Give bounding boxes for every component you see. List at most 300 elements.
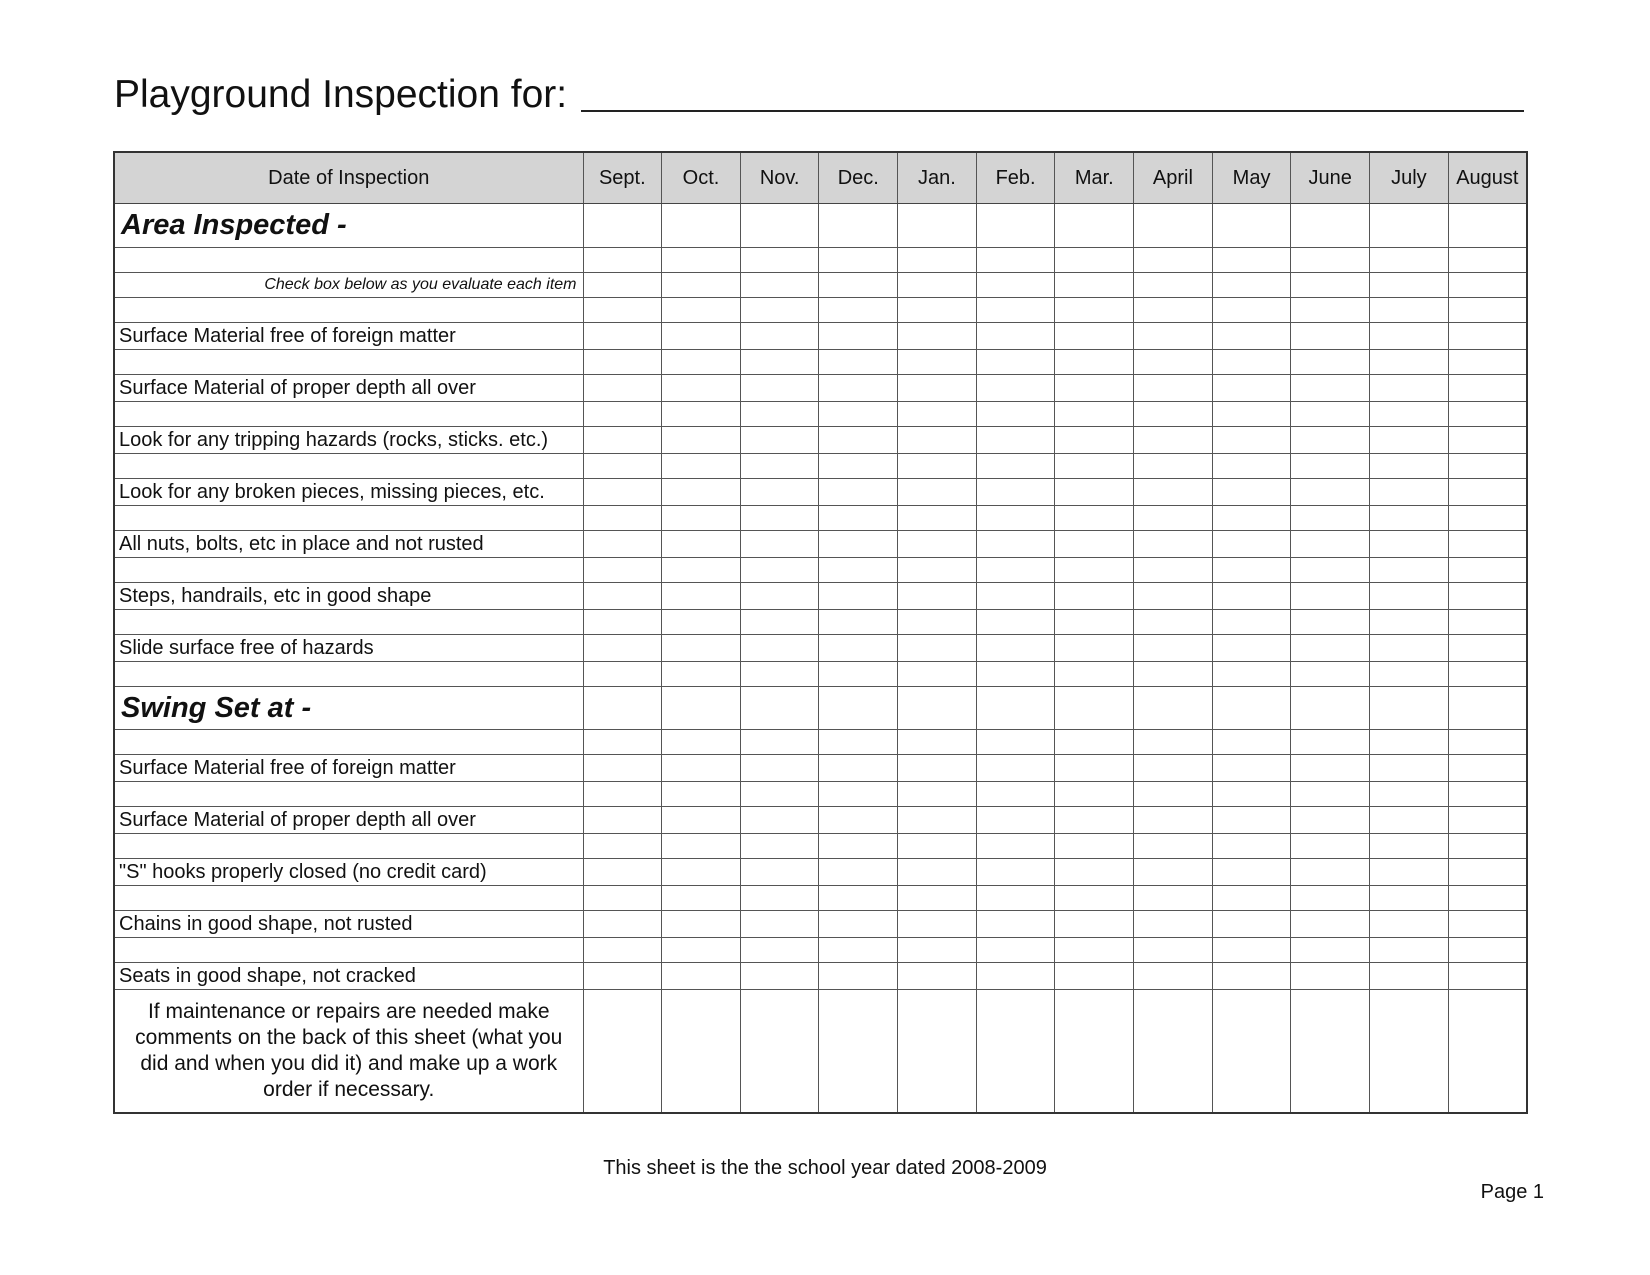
check-cell[interactable] [1370,323,1449,350]
check-cell[interactable] [976,558,1055,583]
check-cell[interactable] [1448,479,1527,506]
check-cell[interactable] [898,963,977,990]
check-cell[interactable] [819,298,898,323]
check-cell[interactable] [583,755,662,782]
check-cell[interactable] [583,375,662,402]
check-cell[interactable] [1448,531,1527,558]
check-cell[interactable] [819,886,898,911]
check-cell[interactable] [1212,911,1291,938]
check-cell[interactable] [898,479,977,506]
check-cell[interactable] [740,834,819,859]
check-cell[interactable] [1291,610,1370,635]
check-cell[interactable] [1055,963,1134,990]
check-cell[interactable] [819,323,898,350]
check-cell[interactable] [583,350,662,375]
check-cell[interactable] [1055,427,1134,454]
check-cell[interactable] [1448,938,1527,963]
check-cell[interactable] [1448,635,1527,662]
check-cell[interactable] [662,938,741,963]
check-cell[interactable] [662,807,741,834]
check-cell[interactable] [1055,635,1134,662]
check-cell[interactable] [1291,755,1370,782]
check-cell[interactable] [1134,730,1213,755]
check-cell[interactable] [898,635,977,662]
check-cell[interactable] [976,402,1055,427]
check-cell[interactable] [583,427,662,454]
check-cell[interactable] [1291,531,1370,558]
check-cell[interactable] [976,755,1055,782]
check-cell[interactable] [740,886,819,911]
check-cell[interactable] [819,730,898,755]
check-cell[interactable] [1291,479,1370,506]
check-cell[interactable] [1370,635,1449,662]
check-cell[interactable] [1448,782,1527,807]
check-cell[interactable] [1212,298,1291,323]
check-cell[interactable] [1134,273,1213,298]
check-cell[interactable] [1055,454,1134,479]
check-cell[interactable] [1134,558,1213,583]
check-cell[interactable] [1212,730,1291,755]
check-cell[interactable] [1134,323,1213,350]
check-cell[interactable] [740,911,819,938]
check-cell[interactable] [1291,886,1370,911]
check-cell[interactable] [819,402,898,427]
check-cell[interactable] [1212,248,1291,273]
check-cell[interactable] [1370,807,1449,834]
check-cell[interactable] [1212,859,1291,886]
check-cell[interactable] [1448,298,1527,323]
check-cell[interactable] [1370,531,1449,558]
check-cell[interactable] [1291,583,1370,610]
check-cell[interactable] [898,427,977,454]
check-cell[interactable] [898,886,977,911]
check-cell[interactable] [819,662,898,687]
check-cell[interactable] [976,375,1055,402]
check-cell[interactable] [1291,248,1370,273]
check-cell[interactable] [898,911,977,938]
check-cell[interactable] [662,755,741,782]
check-cell[interactable] [819,963,898,990]
check-cell[interactable] [662,635,741,662]
check-cell[interactable] [1291,662,1370,687]
check-cell[interactable] [898,350,977,375]
check-cell[interactable] [1291,859,1370,886]
check-cell[interactable] [1370,248,1449,273]
check-cell[interactable] [1212,662,1291,687]
check-cell[interactable] [740,402,819,427]
check-cell[interactable] [819,375,898,402]
check-cell[interactable] [1055,687,1134,730]
check-cell[interactable] [1055,610,1134,635]
check-cell[interactable] [1055,755,1134,782]
check-cell[interactable] [1134,506,1213,531]
check-cell[interactable] [1134,938,1213,963]
check-cell[interactable] [1212,938,1291,963]
check-cell[interactable] [1055,938,1134,963]
check-cell[interactable] [1055,350,1134,375]
check-cell[interactable] [662,834,741,859]
check-cell[interactable] [1370,730,1449,755]
check-cell[interactable] [819,635,898,662]
check-cell[interactable] [662,323,741,350]
check-cell[interactable] [819,755,898,782]
check-cell[interactable] [1134,755,1213,782]
check-cell[interactable] [583,298,662,323]
check-cell[interactable] [1212,531,1291,558]
check-cell[interactable] [976,807,1055,834]
check-cell[interactable] [583,963,662,990]
check-cell[interactable] [583,834,662,859]
check-cell[interactable] [898,323,977,350]
check-cell[interactable] [898,204,977,248]
check-cell[interactable] [898,402,977,427]
check-cell[interactable] [976,298,1055,323]
check-cell[interactable] [1370,558,1449,583]
check-cell[interactable] [662,204,741,248]
check-cell[interactable] [1291,558,1370,583]
check-cell[interactable] [1134,635,1213,662]
check-cell[interactable] [819,583,898,610]
check-cell[interactable] [898,248,977,273]
check-cell[interactable] [1055,531,1134,558]
check-cell[interactable] [662,990,741,1113]
check-cell[interactable] [1212,323,1291,350]
check-cell[interactable] [662,558,741,583]
check-cell[interactable] [1055,375,1134,402]
check-cell[interactable] [1291,963,1370,990]
check-cell[interactable] [662,298,741,323]
check-cell[interactable] [740,531,819,558]
check-cell[interactable] [1370,834,1449,859]
check-cell[interactable] [1448,248,1527,273]
check-cell[interactable] [898,755,977,782]
check-cell[interactable] [1291,687,1370,730]
check-cell[interactable] [1448,990,1527,1113]
check-cell[interactable] [662,730,741,755]
check-cell[interactable] [1055,402,1134,427]
check-cell[interactable] [583,990,662,1113]
check-cell[interactable] [662,375,741,402]
check-cell[interactable] [976,687,1055,730]
check-cell[interactable] [740,990,819,1113]
check-cell[interactable] [1448,402,1527,427]
check-cell[interactable] [740,807,819,834]
check-cell[interactable] [1370,479,1449,506]
check-cell[interactable] [583,454,662,479]
check-cell[interactable] [1291,807,1370,834]
check-cell[interactable] [1134,427,1213,454]
check-cell[interactable] [898,298,977,323]
check-cell[interactable] [583,730,662,755]
check-cell[interactable] [1370,990,1449,1113]
check-cell[interactable] [740,427,819,454]
check-cell[interactable] [1212,635,1291,662]
check-cell[interactable] [740,350,819,375]
check-cell[interactable] [1055,323,1134,350]
check-cell[interactable] [898,375,977,402]
check-cell[interactable] [662,963,741,990]
check-cell[interactable] [740,204,819,248]
check-cell[interactable] [740,323,819,350]
check-cell[interactable] [1370,454,1449,479]
check-cell[interactable] [740,583,819,610]
check-cell[interactable] [819,506,898,531]
check-cell[interactable] [740,610,819,635]
check-cell[interactable] [1055,859,1134,886]
check-cell[interactable] [976,350,1055,375]
check-cell[interactable] [662,479,741,506]
check-cell[interactable] [1212,807,1291,834]
check-cell[interactable] [1291,635,1370,662]
check-cell[interactable] [740,558,819,583]
check-cell[interactable] [1212,558,1291,583]
check-cell[interactable] [1448,454,1527,479]
check-cell[interactable] [1448,427,1527,454]
check-cell[interactable] [583,273,662,298]
check-cell[interactable] [1291,730,1370,755]
check-cell[interactable] [740,506,819,531]
check-cell[interactable] [662,662,741,687]
check-cell[interactable] [1055,807,1134,834]
check-cell[interactable] [976,963,1055,990]
check-cell[interactable] [662,531,741,558]
check-cell[interactable] [583,506,662,531]
check-cell[interactable] [1448,583,1527,610]
check-cell[interactable] [1134,807,1213,834]
check-cell[interactable] [898,938,977,963]
check-cell[interactable] [583,782,662,807]
check-cell[interactable] [1370,687,1449,730]
check-cell[interactable] [1448,963,1527,990]
check-cell[interactable] [662,273,741,298]
check-cell[interactable] [819,687,898,730]
check-cell[interactable] [898,834,977,859]
check-cell[interactable] [819,990,898,1113]
check-cell[interactable] [740,479,819,506]
check-cell[interactable] [662,506,741,531]
check-cell[interactable] [819,204,898,248]
check-cell[interactable] [583,886,662,911]
check-cell[interactable] [819,479,898,506]
check-cell[interactable] [583,402,662,427]
check-cell[interactable] [976,427,1055,454]
check-cell[interactable] [1055,730,1134,755]
check-cell[interactable] [1448,911,1527,938]
check-cell[interactable] [819,273,898,298]
check-cell[interactable] [740,662,819,687]
check-cell[interactable] [1055,583,1134,610]
check-cell[interactable] [740,635,819,662]
check-cell[interactable] [976,911,1055,938]
check-cell[interactable] [1448,886,1527,911]
check-cell[interactable] [1448,273,1527,298]
check-cell[interactable] [819,427,898,454]
check-cell[interactable] [1134,479,1213,506]
check-cell[interactable] [819,454,898,479]
check-cell[interactable] [898,662,977,687]
check-cell[interactable] [819,938,898,963]
check-cell[interactable] [819,610,898,635]
check-cell[interactable] [1134,687,1213,730]
check-cell[interactable] [583,662,662,687]
check-cell[interactable] [740,859,819,886]
check-cell[interactable] [1134,531,1213,558]
check-cell[interactable] [976,248,1055,273]
check-cell[interactable] [1055,558,1134,583]
check-cell[interactable] [583,911,662,938]
check-cell[interactable] [819,834,898,859]
check-cell[interactable] [819,911,898,938]
check-cell[interactable] [583,635,662,662]
check-cell[interactable] [976,506,1055,531]
check-cell[interactable] [1370,583,1449,610]
check-cell[interactable] [1291,834,1370,859]
check-cell[interactable] [740,298,819,323]
check-cell[interactable] [976,990,1055,1113]
check-cell[interactable] [740,963,819,990]
check-cell[interactable] [1370,886,1449,911]
check-cell[interactable] [1212,402,1291,427]
check-cell[interactable] [583,807,662,834]
check-cell[interactable] [976,610,1055,635]
check-cell[interactable] [1370,610,1449,635]
check-cell[interactable] [1370,506,1449,531]
check-cell[interactable] [976,859,1055,886]
check-cell[interactable] [1212,963,1291,990]
check-cell[interactable] [740,755,819,782]
check-cell[interactable] [1134,911,1213,938]
check-cell[interactable] [583,323,662,350]
check-cell[interactable] [1370,204,1449,248]
check-cell[interactable] [583,558,662,583]
check-cell[interactable] [1055,479,1134,506]
check-cell[interactable] [583,610,662,635]
check-cell[interactable] [1448,755,1527,782]
check-cell[interactable] [1370,911,1449,938]
check-cell[interactable] [1448,506,1527,531]
check-cell[interactable] [1212,479,1291,506]
check-cell[interactable] [662,248,741,273]
check-cell[interactable] [1291,204,1370,248]
check-cell[interactable] [1134,350,1213,375]
check-cell[interactable] [1134,298,1213,323]
check-cell[interactable] [1134,782,1213,807]
check-cell[interactable] [898,558,977,583]
check-cell[interactable] [1212,204,1291,248]
check-cell[interactable] [1370,963,1449,990]
check-cell[interactable] [976,662,1055,687]
check-cell[interactable] [1055,911,1134,938]
check-cell[interactable] [583,859,662,886]
check-cell[interactable] [1291,938,1370,963]
check-cell[interactable] [1212,834,1291,859]
check-cell[interactable] [583,248,662,273]
check-cell[interactable] [1370,273,1449,298]
check-cell[interactable] [583,479,662,506]
check-cell[interactable] [662,427,741,454]
check-cell[interactable] [583,531,662,558]
check-cell[interactable] [1212,583,1291,610]
check-cell[interactable] [898,273,977,298]
check-cell[interactable] [1448,687,1527,730]
check-cell[interactable] [740,248,819,273]
check-cell[interactable] [662,911,741,938]
check-cell[interactable] [1134,859,1213,886]
check-cell[interactable] [1291,454,1370,479]
check-cell[interactable] [976,204,1055,248]
check-cell[interactable] [1370,402,1449,427]
check-cell[interactable] [1212,427,1291,454]
check-cell[interactable] [1055,834,1134,859]
check-cell[interactable] [1291,350,1370,375]
check-cell[interactable] [1291,375,1370,402]
check-cell[interactable] [1291,323,1370,350]
check-cell[interactable] [1448,204,1527,248]
check-cell[interactable] [898,583,977,610]
check-cell[interactable] [662,687,741,730]
check-cell[interactable] [819,558,898,583]
check-cell[interactable] [976,323,1055,350]
check-cell[interactable] [740,730,819,755]
check-cell[interactable] [1134,204,1213,248]
check-cell[interactable] [1291,990,1370,1113]
check-cell[interactable] [1134,375,1213,402]
check-cell[interactable] [898,610,977,635]
check-cell[interactable] [1055,204,1134,248]
check-cell[interactable] [740,273,819,298]
check-cell[interactable] [1212,454,1291,479]
check-cell[interactable] [819,782,898,807]
check-cell[interactable] [1134,610,1213,635]
check-cell[interactable] [1134,834,1213,859]
check-cell[interactable] [1212,687,1291,730]
check-cell[interactable] [819,350,898,375]
check-cell[interactable] [583,583,662,610]
check-cell[interactable] [976,479,1055,506]
check-cell[interactable] [740,687,819,730]
check-cell[interactable] [662,454,741,479]
check-cell[interactable] [976,834,1055,859]
check-cell[interactable] [819,807,898,834]
check-cell[interactable] [976,583,1055,610]
check-cell[interactable] [1448,610,1527,635]
check-cell[interactable] [1291,298,1370,323]
check-cell[interactable] [1370,298,1449,323]
check-cell[interactable] [740,375,819,402]
check-cell[interactable] [1212,610,1291,635]
check-cell[interactable] [1134,402,1213,427]
check-cell[interactable] [1134,583,1213,610]
check-cell[interactable] [1212,350,1291,375]
check-cell[interactable] [662,886,741,911]
check-cell[interactable] [1370,662,1449,687]
check-cell[interactable] [1291,911,1370,938]
check-cell[interactable] [583,687,662,730]
check-cell[interactable] [1055,298,1134,323]
check-cell[interactable] [1370,938,1449,963]
check-cell[interactable] [1212,375,1291,402]
check-cell[interactable] [898,506,977,531]
check-cell[interactable] [1055,273,1134,298]
check-cell[interactable] [898,807,977,834]
check-cell[interactable] [898,990,977,1113]
check-cell[interactable] [819,531,898,558]
check-cell[interactable] [1291,402,1370,427]
check-cell[interactable] [1448,323,1527,350]
check-cell[interactable] [976,273,1055,298]
check-cell[interactable] [1370,755,1449,782]
check-cell[interactable] [1448,375,1527,402]
